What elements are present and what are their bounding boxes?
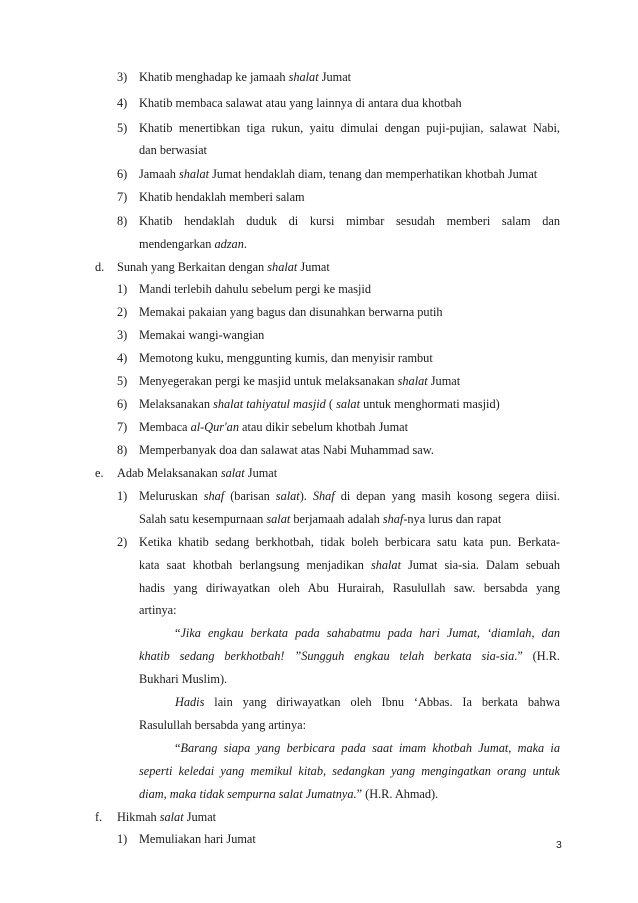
italic-text: shalat <box>267 260 298 274</box>
italic-text: Hadis <box>175 695 205 709</box>
text-run: Memakai pakaian yang bagus dan disunahkan berwarna putih <box>139 305 443 319</box>
paragraph <box>175 694 560 710</box>
list-item <box>139 488 560 504</box>
list-item <box>139 120 560 136</box>
list-number: 5) <box>117 121 128 135</box>
hadith-citation <box>139 671 227 687</box>
list-item-continuation <box>139 602 177 618</box>
list-number: 5) <box>117 374 128 388</box>
text-run: Rasulullah bersabda yang artinya: <box>139 718 306 732</box>
italic-text: Shaf <box>312 489 335 503</box>
text-run: Jumat <box>427 374 461 388</box>
text-run: di depan yang masih kosong segera diisi. <box>334 489 560 503</box>
text-run: untuk menghormati masjid) <box>360 397 500 411</box>
text-run: Jumat <box>318 70 352 84</box>
text-run: -nya lurus dan rapat <box>403 512 502 526</box>
list-item <box>139 442 434 458</box>
text-run: Jumat <box>297 260 330 274</box>
italic-text: salat <box>266 512 291 526</box>
list-item <box>139 281 371 297</box>
list-number: 2) <box>117 535 128 549</box>
italic-text: diam, maka tidak sempurna salat Jumatnya. <box>139 787 357 801</box>
section-letter: f. <box>95 810 103 824</box>
text-run: ). <box>299 489 313 503</box>
text-run: Melaksanakan <box>139 397 214 411</box>
text-run: Hikmah <box>117 810 160 824</box>
text-run: Mandi terlebih dahulu sebelum pergi ke masjid <box>139 282 371 296</box>
italic-text: shalat tahiyatul masjid <box>213 397 326 411</box>
list-item <box>139 95 462 111</box>
section-letter: d. <box>95 260 105 274</box>
text-run: “ <box>175 741 181 755</box>
list-item <box>139 534 560 550</box>
section-letter: e. <box>95 466 104 480</box>
list-item-continuation <box>139 142 207 158</box>
list-number: 8) <box>117 443 128 457</box>
list-number: 7) <box>117 420 128 434</box>
italic-text: salat <box>220 466 245 480</box>
italic-text: shalat <box>178 167 210 181</box>
text-run: ( <box>325 397 337 411</box>
page-number: 3 <box>556 839 562 851</box>
text-run: Khatib hendaklah duduk di kursi mimbar sesudah memberi salam dan <box>139 214 560 228</box>
italic-text: adzan <box>214 237 244 251</box>
text-run: Sunah yang Berkaitan dengan <box>117 260 268 274</box>
paragraph <box>139 717 306 733</box>
italic-text: salat <box>275 489 300 503</box>
list-item-continuation <box>139 580 560 596</box>
text-run: .” (H.R. <box>514 649 560 663</box>
italic-text: shalat <box>397 374 428 388</box>
text-run: ” (H.R. Ahmad). <box>356 787 439 801</box>
text-run: kata saat khotbah berlangsung menjadikan <box>139 558 371 572</box>
text-run: Khatib hendaklah memberi salam <box>139 190 305 204</box>
list-item-continuation <box>139 236 247 252</box>
list-number: 3) <box>117 328 128 342</box>
text-run: hadis yang diriwayatkan oleh Abu Hurairah, Rasulullah saw. bersabda yang <box>139 581 560 595</box>
text-run: Ketika khatib sedang berkhotbah, tidak boleh berbicara satu kata pun. Berkata- <box>139 535 560 549</box>
italic-text: khatib sedang berkhotbah! ”Sungguh engkau telah berkata sia-sia <box>139 649 515 663</box>
hadith-quote <box>139 763 560 779</box>
list-number: 6) <box>117 397 128 411</box>
list-item <box>139 350 433 366</box>
text-run: Membaca <box>139 420 191 434</box>
text-run: mendengarkan <box>139 237 215 251</box>
text-run: dan berwasiat <box>139 143 207 157</box>
text-run: Menyegerakan pergi ke masjid untuk melaksanakan <box>139 374 398 388</box>
hadith-quote <box>175 740 560 756</box>
text-run: Khatib membaca salawat atau yang lainnya di antara dua khotbah <box>139 96 462 110</box>
list-item <box>139 327 264 343</box>
text-run: Salah satu kesempurnaan <box>139 512 267 526</box>
list-item <box>139 304 443 320</box>
italic-text: shalat <box>370 558 402 572</box>
section-heading <box>117 809 216 825</box>
list-number: 2) <box>117 305 128 319</box>
text-run: artinya: <box>139 603 177 617</box>
text-run: (barisan <box>224 489 276 503</box>
text-run: Jumat <box>183 810 217 824</box>
text-run: Memakai wangi-wangian <box>139 328 265 342</box>
list-item <box>139 419 408 435</box>
text-run: Bukhari Muslim). <box>139 672 228 686</box>
italic-text: salat <box>159 810 184 824</box>
hadith-quote <box>139 648 560 664</box>
hadith-quote <box>139 786 438 802</box>
list-item <box>139 69 351 85</box>
text-run: Memperbanyak doa dan salawat atas Nabi Muhammad saw. <box>139 443 434 457</box>
text-run: Jumat <box>244 466 278 480</box>
italic-text: shaf <box>382 512 404 526</box>
list-item <box>139 189 305 205</box>
list-item-continuation <box>139 511 501 527</box>
text-run: Jamaah <box>139 167 179 181</box>
list-number: 3) <box>117 70 128 84</box>
text-run: Meluruskan <box>139 489 204 503</box>
list-number: 1) <box>117 489 128 503</box>
list-number: 7) <box>117 190 128 204</box>
list-number: 6) <box>117 167 128 181</box>
text-run: Jumat hendaklah diam, tenang dan memperhatikan khotbah Jumat <box>209 167 538 181</box>
text-run: berjamaah adalah <box>290 512 383 526</box>
text-run: Khatib menghadap ke jamaah <box>139 70 289 84</box>
list-item <box>139 373 460 389</box>
italic-text: al-Qur'an <box>190 420 239 434</box>
text-run: Memuliakan hari Jumat <box>139 832 256 846</box>
section-heading <box>117 259 330 275</box>
text-run: atau dikir sebelum khotbah Jumat <box>238 420 409 434</box>
italic-text: seperti keledai yang memikul kitab, sedangkan yang mengingatkan orang untuk <box>139 764 560 778</box>
text-run: lain yang diriwayatkan oleh Ibnu ‘Abbas. Ia berkata bahwa <box>204 695 560 709</box>
italic-text: shaf <box>203 489 225 503</box>
italic-text: Jika engkau berkata pada sahabatmu pada hari Jumat, ‘diamlah, dan <box>180 626 560 640</box>
list-number: 1) <box>117 832 128 846</box>
list-item <box>139 166 537 182</box>
text-run: Adab Melaksanakan <box>117 466 221 480</box>
list-number: 4) <box>117 96 128 110</box>
text-run: Jumat sia-sia. Dalam sebuah <box>401 558 560 572</box>
section-heading <box>117 465 277 481</box>
hadith-quote <box>175 625 560 641</box>
list-item <box>139 396 500 412</box>
list-item <box>139 213 560 229</box>
list-number: 1) <box>117 282 128 296</box>
text-run: Khatib menertibkan tiga rukun, yaitu dimulai dengan puji-pujian, salawat Nabi, <box>139 121 560 135</box>
text-run: “ <box>175 626 181 640</box>
text-run: . <box>243 237 247 251</box>
list-item-continuation <box>139 557 560 573</box>
list-number: 4) <box>117 351 128 365</box>
italic-text: Barang siapa yang berbicara pada saat imam khotbah Jumat, maka ia <box>180 741 560 755</box>
list-item <box>139 831 256 847</box>
italic-text: salat <box>336 397 360 411</box>
italic-text: shalat <box>288 70 319 84</box>
text-run: Memotong kuku, menggunting kumis, dan menyisir rambut <box>139 351 433 365</box>
list-number: 8) <box>117 214 128 228</box>
